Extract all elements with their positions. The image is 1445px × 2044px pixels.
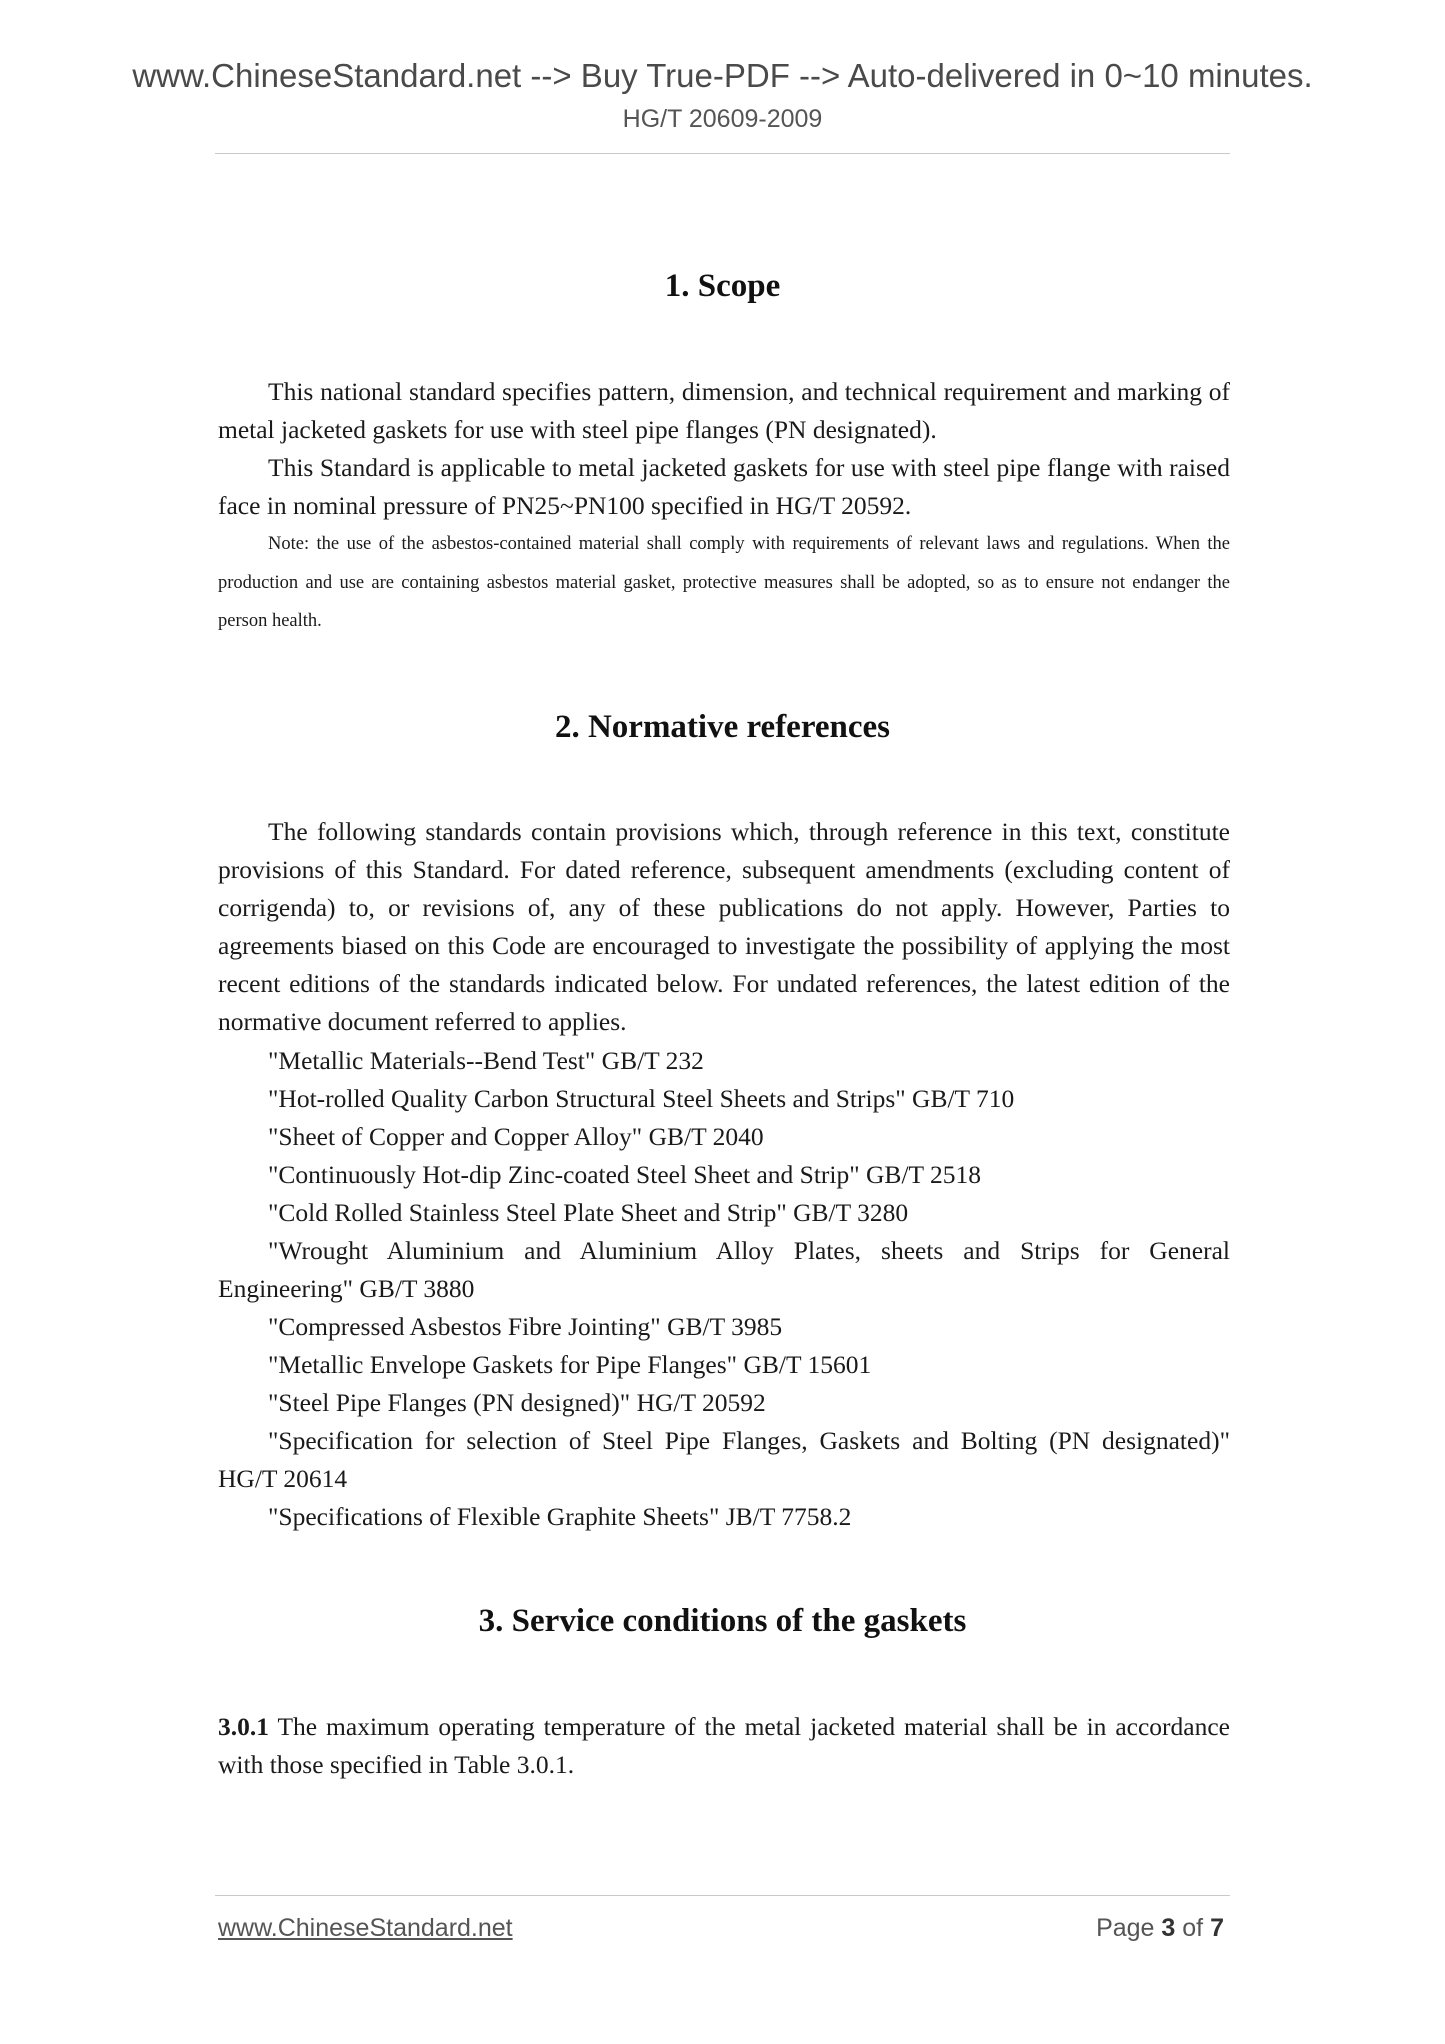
header-banner: www.ChineseStandard.net --> Buy True-PDF --> Auto-delivered in 0~10 minutes. (132, 57, 1313, 94)
scope-note: Note: the use of the asbestos-contained material shall comply with requirements of relevant laws and regulations. When the production and use are containing asbestos material gasket, protective measures shall be adopted, so as to ensure not endanger the person health. (218, 534, 1230, 631)
document-id: HG/T 20609-2009 (622, 105, 823, 133)
clause-number: 3.0.1 (218, 1712, 269, 1741)
clause-3-0-1 (218, 1708, 1230, 1784)
page-current: 3 (1161, 1914, 1176, 1942)
reference-item: "Compressed Asbestos Fibre Jointing" GB/T 3985 (268, 1312, 783, 1341)
reference-item: "Continuously Hot-dip Zinc-coated Steel Sheet and Strip" GB/T 2518 (268, 1160, 982, 1189)
section-2-title: 2. Normative references (554, 709, 891, 745)
reference-item: "Steel Pipe Flanges (PN designed)" HG/T 20592 (268, 1388, 766, 1417)
reference-item: "Sheet of Copper and Copper Alloy" GB/T 2040 (268, 1122, 764, 1151)
page-of: of (1182, 1914, 1204, 1942)
page-indicator (1096, 1914, 1224, 1943)
reference-item: "Wrought Aluminium and Aluminium Alloy Plates, sheets and Strips for General Engineering" GB/T 3880 (218, 1236, 1230, 1303)
clause-text: The maximum operating temperature of the metal jacketed material shall be in accordance with those specified in Table 3.0.1. (218, 1712, 1230, 1779)
reference-item: "Specifications of Flexible Graphite Sheets" JB/T 7758.2 (268, 1502, 852, 1531)
scope-paragraph-1: This national standard specifies pattern, dimension, and technical requirement and marking of metal jacketed gaskets for use with steel pipe flanges (PN designated). (218, 377, 1230, 444)
reference-item: "Metallic Materials--Bend Test" GB/T 232 (268, 1046, 704, 1075)
section-3-title: 3. Service conditions of the gaskets (478, 1603, 967, 1639)
reference-item: "Metallic Envelope Gaskets for Pipe Flanges" GB/T 15601 (268, 1350, 872, 1379)
footer-divider (215, 1895, 1230, 1896)
reference-item: "Hot-rolled Quality Carbon Structural Steel Sheets and Strips" GB/T 710 (268, 1084, 1015, 1113)
page-total: 7 (1210, 1914, 1224, 1942)
page-prefix: Page (1096, 1914, 1155, 1942)
reference-item: "Cold Rolled Stainless Steel Plate Sheet and Strip" GB/T 3280 (268, 1198, 909, 1227)
scope-paragraph-2: This Standard is applicable to metal jacketed gaskets for use with steel pipe flange with raised face in nominal pressure of PN25~PN100 specified in HG/T 20592. (218, 453, 1230, 520)
references-intro: The following standards contain provisions which, through reference in this text, constitute provisions of this Standard. For dated reference, subsequent amendments (excluding content of corrigenda) to, or revisions of, any of these publications do not apply. However, Parties to agreements biased on this Code are encouraged to investigate the possibility of applying the most recent editions of the standards indicated below. For undated references, the latest edition of the normative document referred to applies. (218, 817, 1230, 1036)
footer-site-link[interactable]: www.ChineseStandard.net (218, 1914, 513, 1942)
section-1-title: 1. Scope (664, 268, 781, 304)
header-divider (215, 153, 1230, 154)
reference-item: "Specification for selection of Steel Pipe Flanges, Gaskets and Bolting (PN designated)" HG/T 20614 (218, 1426, 1230, 1493)
